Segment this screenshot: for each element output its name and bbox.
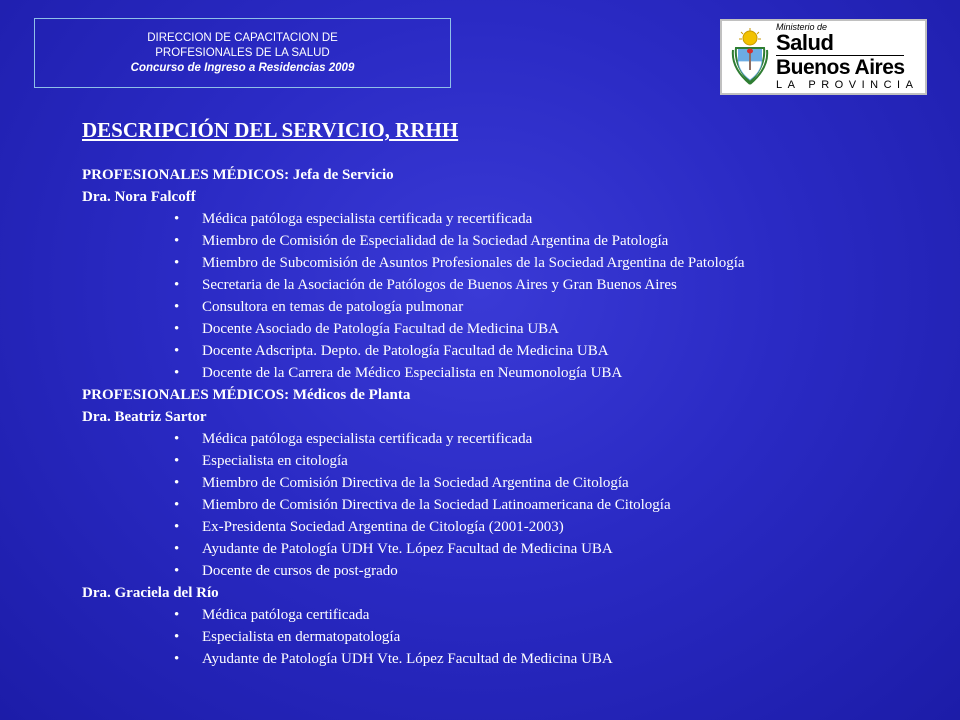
list-item-text: Docente de cursos de post-grado — [202, 563, 398, 579]
logo-provincia-text: LA PROVINCIA — [776, 79, 919, 91]
list-item — [82, 298, 822, 316]
list-item-text: Docente de la Carrera de Médico Especialista en Neumonología UBA — [202, 365, 623, 381]
list-item — [82, 562, 822, 580]
bullet-icon: • — [174, 563, 180, 579]
header-line-3: Concurso de Ingreso a Residencias 2009 — [130, 61, 355, 74]
list-item — [82, 628, 822, 646]
bullet-icon: • — [174, 277, 180, 293]
bullet-icon: • — [174, 629, 180, 645]
logo-buenos-aires-text: Buenos Aires — [776, 56, 905, 79]
list-item — [82, 364, 822, 382]
argentina-coat-of-arms-icon — [730, 28, 770, 86]
list-item — [82, 518, 822, 536]
ministry-logo — [720, 19, 927, 95]
page-title: DESCRIPCIÓN DEL SERVICIO, RRHH — [82, 118, 459, 142]
bullet-icon: • — [174, 255, 180, 271]
bullet-icon: • — [174, 607, 180, 623]
list-item-text: Secretaria de la Asociación de Patólogos de Buenos Aires y Gran Buenos Aires — [202, 277, 677, 293]
bullet-icon: • — [174, 233, 180, 249]
list-item — [82, 254, 822, 272]
credentials-list — [82, 430, 932, 580]
list-item — [82, 232, 822, 250]
bullet-icon: • — [174, 497, 180, 513]
logo-text — [776, 22, 918, 92]
list-item — [82, 342, 822, 360]
list-item — [82, 540, 822, 558]
list-item — [82, 650, 822, 668]
list-item-text: Médica patóloga especialista certificada y recertificada — [202, 211, 533, 227]
bullet-icon: • — [174, 475, 180, 491]
list-item — [82, 474, 822, 492]
logo-salud-text: Salud — [776, 30, 834, 55]
list-item-text: Docente Adscripta. Depto. de Patología Facultad de Medicina UBA — [202, 343, 609, 359]
list-item-text: Médica patóloga certificada — [202, 607, 370, 623]
section-heading: PROFESIONALES MÉDICOS: Jefa de Servicio — [82, 167, 394, 183]
list-item-text: Especialista en dermatopatología — [202, 629, 401, 645]
bullet-icon: • — [174, 211, 180, 227]
list-item — [82, 452, 822, 470]
bullet-icon: • — [174, 321, 180, 337]
list-item-text: Miembro de Comisión Directiva de la Sociedad Latinoamericana de Citología — [202, 497, 671, 513]
bullet-icon: • — [174, 365, 180, 381]
logo-ministerio-text: Ministerio de — [776, 22, 828, 32]
list-item-text: Miembro de Comisión Directiva de la Sociedad Argentina de Citología — [202, 475, 629, 491]
list-item — [82, 606, 822, 624]
header-line-1: DIRECCION DE CAPACITACION DE — [147, 31, 338, 44]
bullet-icon: • — [174, 431, 180, 447]
list-item-text: Miembro de Subcomisión de Asuntos Profesionales de la Sociedad Argentina de Patología — [202, 255, 745, 271]
list-item — [82, 276, 822, 294]
bullet-icon: • — [174, 299, 180, 315]
header-line-2: PROFESIONALES DE LA SALUD — [155, 46, 330, 59]
service-description — [82, 166, 932, 668]
list-item-text: Ex-Presidenta Sociedad Argentina de Citología (2001-2003) — [202, 519, 564, 535]
bullet-icon: • — [174, 343, 180, 359]
person-name: Dra. Beatriz Sartor — [82, 409, 207, 425]
list-item-text: Docente Asociado de Patología Facultad de Medicina UBA — [202, 321, 559, 337]
list-item-text: Miembro de Comisión de Especialidad de la Sociedad Argentina de Patología — [202, 233, 669, 249]
bullet-icon: • — [174, 519, 180, 535]
list-item-text: Ayudante de Patología UDH Vte. López Facultad de Medicina UBA — [202, 541, 613, 557]
bullet-icon: • — [174, 651, 180, 667]
list-item — [82, 496, 822, 514]
header-box — [34, 18, 451, 88]
person-name: Dra. Graciela del Río — [82, 585, 219, 601]
list-item-text: Especialista en citología — [202, 453, 348, 469]
list-item-text: Ayudante de Patología UDH Vte. López Facultad de Medicina UBA — [202, 651, 613, 667]
credentials-list — [82, 210, 932, 382]
list-item — [82, 430, 822, 448]
bullet-icon: • — [174, 453, 180, 469]
list-item — [82, 210, 822, 228]
credentials-list — [82, 606, 932, 668]
list-item-text: Médica patóloga especialista certificada y recertificada — [202, 431, 533, 447]
list-item — [82, 320, 822, 338]
list-item-text: Consultora en temas de patología pulmonar — [202, 299, 464, 315]
person-name: Dra. Nora Falcoff — [82, 189, 196, 205]
section-heading: PROFESIONALES MÉDICOS: Médicos de Planta — [82, 387, 411, 403]
bullet-icon: • — [174, 541, 180, 557]
